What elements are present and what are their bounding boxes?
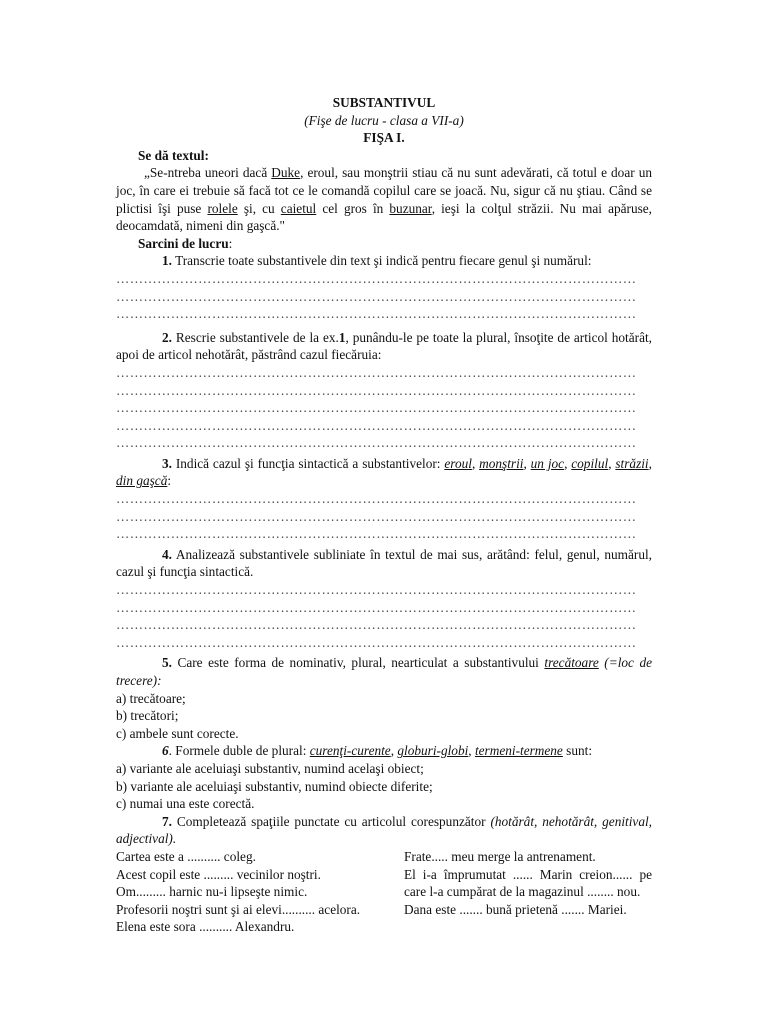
target-word: curenţi-curente — [309, 743, 391, 759]
separator: . — [168, 743, 172, 759]
exercise-4 — [116, 546, 652, 581]
separator: , — [564, 455, 572, 471]
exercise-7 — [116, 813, 652, 848]
separator: , — [523, 455, 531, 471]
answer-line: …………………………………………………………………………………………………… — [116, 417, 637, 433]
exercise-text: Indică cazul şi funcţia sintactică a substantivelor: — [171, 455, 445, 471]
underlined-word-buzunar: buzunar — [389, 200, 432, 216]
exercise-6 — [116, 742, 652, 760]
fill-in-sentence: Cartea este a .......... coleg. — [116, 848, 256, 864]
separator: : — [167, 473, 172, 489]
target-word: din gaşcă — [116, 473, 168, 489]
answer-line: …………………………………………………………………………………………………… — [116, 526, 637, 542]
exercise-note: (hotărât, nehotărât, genitival, adjectival). — [116, 813, 652, 847]
passage-part: , eroul, sau monştrii stiau că nu sunt adevărati, că totul e doar un joc, în care ei trebuie să facă tot ce le comandă copilul care se joacă. Nu, sigur că nu ştiau. Când se plictisi îşi puse — [116, 165, 652, 216]
exercise-number: 2. — [162, 329, 172, 345]
fill-in-sentence: Acest copil este ......... vecinilor noştri. — [116, 866, 321, 882]
separator: , — [608, 455, 616, 471]
answer-line: …………………………………………………………………………………………………… — [116, 382, 637, 398]
option-c: c) numai una este corectă. — [116, 796, 255, 812]
target-word: un joc — [530, 455, 565, 471]
passage-part: şi, cu — [237, 200, 281, 216]
exercise-text: sunt: — [562, 743, 593, 759]
option-a: a) variante ale aceluiaşi substantiv, numind acelaşi obiect; — [116, 760, 424, 776]
answer-line: …………………………………………………………………………………………………… — [116, 491, 637, 507]
target-word: trecătoare — [544, 655, 599, 671]
exercise-1 — [116, 252, 652, 270]
fill-in-sentence: El i-a împrumutat ...... Marin creion...... pe care l-a cumpărat de la magazinul ........ nou. — [404, 866, 652, 900]
answer-line: …………………………………………………………………………………………………… — [116, 634, 637, 650]
text-intro: Se dă textul: — [138, 147, 209, 163]
fill-in-left-column — [116, 848, 388, 936]
passage-part: , ieşi la colţul străzii. Nu mai apăruse, deocamdată, nimeni din gaşcă." — [116, 200, 653, 234]
exercise-number: 6 — [162, 743, 169, 759]
answer-line: …………………………………………………………………………………………………… — [116, 617, 637, 633]
underlined-word-duke: Duke — [271, 165, 301, 181]
answer-line: …………………………………………………………………………………………………… — [116, 508, 637, 524]
exercise-5 — [116, 654, 652, 689]
exercise-number: 1. — [162, 253, 172, 269]
sheet-title: FIŞA I. — [363, 130, 405, 146]
answer-line: …………………………………………………………………………………………………… — [116, 400, 637, 416]
answer-line: …………………………………………………………………………………………………… — [116, 364, 637, 380]
exercise-text: Rescrie substantivele de la ex. — [171, 329, 339, 345]
exercise-2 — [116, 329, 652, 364]
option-a: a) trecătoare; — [116, 690, 186, 706]
passage-part: cel gros în — [316, 200, 390, 216]
fill-in-columns — [116, 848, 652, 936]
tasks-heading-label: Sarcini de lucru — [138, 235, 229, 251]
passage-part: „Se-ntreba uneori dacă — [144, 165, 272, 181]
fill-in-sentence: Profesorii noştri sunt şi ai elevi.......... acelora. — [116, 901, 361, 917]
target-word: termeni-termene — [474, 743, 563, 759]
answer-line: …………………………………………………………………………………………………… — [116, 306, 637, 322]
fill-in-sentence: Dana este ....... bună prietenă ....... Mariei. — [404, 901, 627, 917]
exercise-text: Formele duble de plural: — [171, 743, 310, 759]
option-c: c) ambele sunt corecte. — [116, 725, 239, 741]
exercise-reference: 1 — [338, 329, 346, 345]
answer-line: …………………………………………………………………………………………………… — [116, 582, 637, 598]
exercise-text: , punându-le pe toate la plural, însoţite de articol hotărât, apoi de articol nehotărât, păstrând cazul fiecăruia: — [116, 329, 652, 363]
page-subtitle: (Fişe de lucru - clasa a VII-a) — [304, 112, 464, 128]
separator: , — [471, 455, 480, 471]
exercise-number: 3. — [162, 455, 172, 471]
answer-line: …………………………………………………………………………………………………… — [116, 435, 637, 451]
option-b: b) variante ale aceluiaşi substantiv, numind obiecte diferite; — [116, 778, 433, 794]
worksheet-content — [116, 94, 652, 936]
answer-line: …………………………………………………………………………………………………… — [116, 288, 637, 304]
underlined-word-rolele: rolele — [207, 200, 238, 216]
answer-line: …………………………………………………………………………………………………… — [116, 270, 637, 286]
exercise-text: Analizează substantivele subliniate în textul de mai sus, arătând: felul, genul, numărul, cazul şi funcţia sintactică. — [116, 546, 652, 580]
passage — [116, 164, 652, 234]
exercise-text: Care este forma de nominativ, plural, nearticulat a substantivului — [171, 655, 545, 671]
tasks-heading — [116, 235, 652, 253]
exercise-number: 7. — [162, 813, 172, 829]
exercise-3 — [116, 455, 652, 490]
separator: , — [468, 743, 475, 759]
page-title: SUBSTANTIVUL — [332, 95, 436, 110]
underlined-word-caietul: caietul — [280, 200, 317, 216]
exercise-text: Completează spaţiile punctate cu articolul corespunzător — [171, 813, 491, 829]
fill-in-sentence: Om......... harnic nu-i lipseşte nimic. — [116, 884, 308, 900]
target-word: eroul — [444, 455, 472, 471]
fill-in-sentence: Elena este sora .......... Alexandru. — [116, 919, 295, 935]
answer-line: …………………………………………………………………………………………………… — [116, 599, 637, 615]
fill-in-right-column — [404, 848, 652, 936]
target-word: globuri-globi — [397, 743, 469, 759]
target-word: monştrii — [479, 455, 524, 471]
exercise-note: (=loc de trecere): — [116, 655, 652, 688]
target-word: străzii — [615, 455, 649, 471]
target-word: copilul — [571, 455, 609, 471]
separator: , — [390, 743, 398, 759]
exercise-text: Transcrie toate substantivele din text şi indică pentru fiecare genul şi numărul: — [171, 253, 592, 269]
fill-in-sentence: Frate..... meu merge la antrenament. — [404, 848, 596, 864]
exercise-number: 4. — [162, 546, 172, 562]
option-b: b) trecători; — [116, 708, 179, 724]
tasks-heading-colon: : — [228, 235, 233, 251]
separator: , — [648, 455, 652, 471]
exercise-number: 5. — [162, 655, 172, 671]
